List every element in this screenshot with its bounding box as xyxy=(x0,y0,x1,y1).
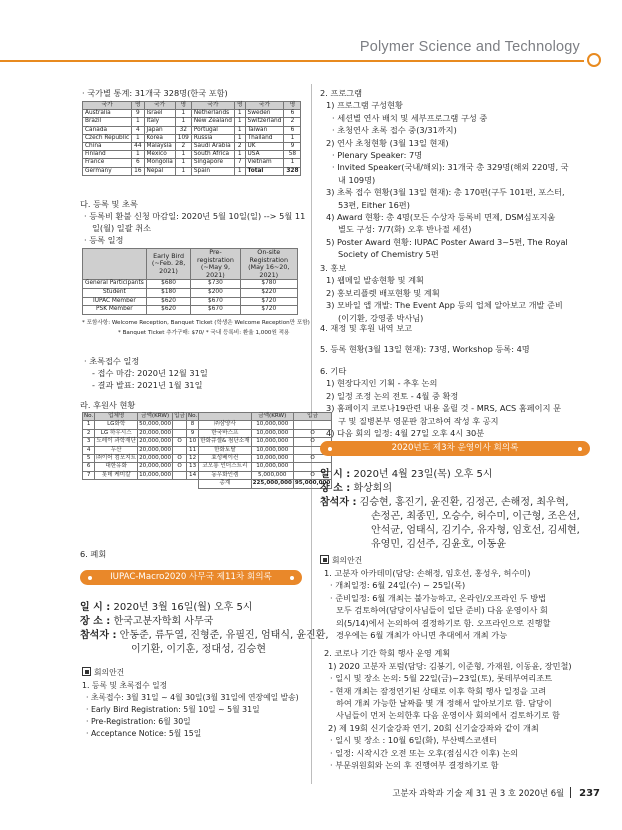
right-attendees-2: 손정곤, 최종민, 오승수, 허수미, 이근형, 조은선, xyxy=(371,511,580,522)
reg-cell: IUPAC Member xyxy=(83,297,147,306)
stats-cell: 58 xyxy=(284,151,301,159)
stats-cell: Israel xyxy=(144,110,175,118)
stats-row xyxy=(83,118,301,126)
abstract-schedule-title: · 초록접수 일정 xyxy=(84,356,140,366)
country-stats-title: · 국가별 통계: 31개국 328명(한국 포함) xyxy=(82,88,228,98)
text-line: · 초청연사 초록 접수 중(3/31까지) xyxy=(332,125,457,136)
stats-cell: Netherlands xyxy=(191,110,234,118)
sponsor-total-a: 225,000,000 xyxy=(252,480,292,487)
program-section xyxy=(320,87,616,261)
sponsor-cell: 3 xyxy=(83,438,95,446)
footer-journal-info: 고분자 과학과 기술 제 31 권 3 호 2020년 6월 xyxy=(392,788,565,798)
sponsor-row xyxy=(83,421,332,429)
sponsor-header-cell: 입금 xyxy=(174,413,185,419)
stats-row xyxy=(83,143,301,151)
text-line: 하여 개최 가능한 날짜를 몇 개 정해서 알아보기로 함. 담당이 xyxy=(336,698,552,709)
text-line: 의(5/14)에서 논의하여 결정하기로 함. 오프라인으로 진행할 xyxy=(336,617,551,628)
stats-cell: Vietnam xyxy=(245,159,284,167)
sponsor-cell xyxy=(173,421,187,429)
stats-header-cell: 명 xyxy=(175,102,191,110)
sponsor-cell: ㈜삼양사 xyxy=(199,421,251,429)
sponsor-cell: 2 xyxy=(83,429,95,437)
text-line: (이기환, 강영종 박사님) xyxy=(338,312,424,323)
stats-cell: Australia xyxy=(83,110,132,118)
sponsor-table xyxy=(82,412,332,489)
text-line: 1) 현장다지인 기획 - 추후 논의 xyxy=(326,378,438,389)
sponsor-cell: O xyxy=(173,463,187,471)
abstract-deadline: - 접수 마감: 2020년 12월 31일 xyxy=(92,368,208,378)
stats-cell: 1 xyxy=(175,110,191,118)
stats-cell: 16 xyxy=(132,167,144,175)
sponsor-total-label: 총계 xyxy=(199,480,251,488)
sponsor-cell: 14 xyxy=(186,471,198,479)
sponsor-cell: 롯데 케미칼 xyxy=(95,471,138,479)
sponsor-cell: 12 xyxy=(186,455,198,463)
stats-header-cell: 국가 xyxy=(245,102,284,110)
stats-cell: Korea xyxy=(144,134,175,142)
stats-cell: 1 xyxy=(132,134,144,142)
stats-cell: 44 xyxy=(132,143,144,151)
right-attendees-1: 김승현, 홍진기, 윤진환, 김정곤, 손해정, 최우혁, xyxy=(359,497,569,508)
right-attendees-3: 안석균, 엄태식, 김기수, 유자형, 임호선, 김세현, xyxy=(371,525,580,536)
stats-cell: Singapore xyxy=(191,159,234,167)
banner-dot xyxy=(328,447,332,451)
text-line: 2) 제 19회 신기술강좌 연기, 20회 신기술강좌와 같이 개최 xyxy=(328,722,539,733)
left-banner-label: IUPAC-Macro2020 사무국 제11차 회의록 xyxy=(110,572,272,582)
reg-cell: $180 xyxy=(146,288,191,297)
sponsor-cell: 7 xyxy=(83,471,95,479)
sponsor-cell: 한화큐셀& 첨단소재 xyxy=(200,438,250,445)
stats-cell: 328 xyxy=(284,167,301,175)
sponsor-cell: 6 xyxy=(83,463,95,471)
sponsor-cell: 8 xyxy=(186,421,198,429)
finance-line: 4. 재정 및 후원 내역 보고 xyxy=(320,323,413,333)
sponsor-cell: 10,000,000 xyxy=(251,455,293,463)
stats-cell: 1 xyxy=(175,159,191,167)
reg-row xyxy=(83,288,298,297)
reg-line-3: · 등록 일정 xyxy=(84,235,124,245)
reg-cell: $730 xyxy=(191,280,240,289)
right-banner-label: 2020년도 제3차 운영이사 회의록 xyxy=(391,443,519,453)
stats-row xyxy=(83,110,301,118)
stats-header-cell: 명 xyxy=(132,102,144,110)
text-line: 3) 홈페이지 코로나19관련 내용 올릴 것 - MRS, ACS 홈페이지 문 xyxy=(326,403,561,414)
stats-cell: Brazil xyxy=(83,118,132,126)
text-line: 경우에는 6월 개최가 아니면 추대에서 개최 가능 xyxy=(336,630,508,641)
stats-cell: 6 xyxy=(132,159,144,167)
stats-cell: USA xyxy=(245,151,284,159)
stats-cell: Sweden xyxy=(245,110,284,118)
stats-cell: France xyxy=(83,159,132,167)
stats-cell: Portugal xyxy=(191,126,234,134)
journal-title: Polymer Science and Technology xyxy=(359,39,580,55)
stats-cell: 9 xyxy=(132,110,144,118)
left-agenda-3: · Early Bird Registration: 5월 10일 ~ 5월 31일 xyxy=(86,705,260,714)
stats-cell: Czech Republic xyxy=(83,134,132,142)
stats-cell: Germany xyxy=(83,167,132,175)
text-line: 1) 웹메일 발송현황 및 계획 xyxy=(326,275,424,286)
closing-heading: 6. 폐회 xyxy=(80,549,107,559)
sponsor-header-cell: 금액(KRW) xyxy=(138,413,173,421)
sponsor-cell: 10,000,000 xyxy=(139,471,172,478)
sponsor-cell: 10,000,000 xyxy=(251,463,293,471)
reg-header-cell: Pre-registration (~May 9, 2021) xyxy=(191,249,240,280)
sponsor-row xyxy=(83,446,332,454)
sponsor-cell: 20,000,000 xyxy=(139,455,172,462)
right-date: 2020년 4월 23일(목) 오후 5시 xyxy=(353,469,493,480)
sponsor-cell: 5 xyxy=(83,455,95,463)
reg-cell: $620 xyxy=(146,297,191,306)
sponsor-cell: 코오롱 인더스트리 xyxy=(199,463,251,471)
text-line: 구 및 질병본부 영문판 참고하여 작성 후 공지 xyxy=(338,415,499,426)
text-line: 3) 모바일 앱 개발: The Event App 등의 업체 알아보고 개발 준비 xyxy=(326,300,563,311)
stats-cell: 1 xyxy=(234,126,245,134)
text-line: 6. 기타 xyxy=(320,366,347,376)
stats-row xyxy=(83,151,301,159)
left-attendees-1: 안동준, 류두열, 진형준, 유필진, 엄태식, 윤진환, xyxy=(119,630,329,641)
sponsor-header-row xyxy=(83,413,332,421)
text-line: · Plenary Speaker: 7명 xyxy=(332,150,423,161)
right-date-label: 일 시 : xyxy=(320,469,351,480)
left-agenda-5: · Acceptance Notice: 5월 15일 xyxy=(86,729,202,738)
sponsor-cell: LG화학 xyxy=(95,421,138,429)
reg-header-row xyxy=(83,249,298,280)
left-attendees-label: 참석자 : xyxy=(80,630,117,641)
sponsor-total-row xyxy=(83,480,332,488)
stats-cell: 1 xyxy=(132,118,144,126)
reg-cell: $670 xyxy=(191,306,240,315)
page-number: 237 xyxy=(579,788,600,799)
sponsor-cell: 동우화인켐 xyxy=(199,471,251,479)
sponsor-cell: O xyxy=(293,455,331,463)
text-line: 2) 홍보리플렛 배포현황 및 계획 xyxy=(326,287,440,298)
stats-cell: 1 xyxy=(132,151,144,159)
text-line: 별도 구성: 7/7(화) 오후 반나절 세션) xyxy=(338,224,472,235)
sponsor-cell: 13 xyxy=(186,463,198,471)
sponsor-cell: 20,000,000 xyxy=(139,438,172,445)
stats-cell: 1 xyxy=(284,159,301,167)
reg-cell: $680 xyxy=(146,280,191,289)
sponsor-header-cell: 입금 xyxy=(293,413,331,421)
text-line: · 준비일정: 6월 개최는 불가능하고, 온라인/오프라인 두 방법 xyxy=(330,592,547,603)
text-line: 2. 코로나 기간 학회 행사 운영 계획 xyxy=(324,648,451,659)
stats-cell: Canada xyxy=(83,126,132,134)
text-line: · 일시 및 장소 논의: 5월 22일(금)~23일(토), 롯데부여리조트 xyxy=(330,673,553,684)
sponsor-cell: O xyxy=(293,438,331,446)
text-line: 사님들이 먼저 논의한후 다음 운영이사 회의에서 검토하기로 함 xyxy=(336,710,560,721)
banner-dot xyxy=(88,576,92,580)
sponsor-header-cell xyxy=(199,413,251,421)
text-line: 5) Poster Award 현황: IUPAC Poster Award 3~5편, The Royal xyxy=(326,236,568,247)
right-agenda-list xyxy=(324,567,616,772)
text-line: 4) 다음 회의 일정: 4월 27일 오후 4시 30분 xyxy=(326,428,485,439)
stats-cell: 4 xyxy=(132,126,144,134)
header-ring-ornament xyxy=(587,53,601,67)
stats-cell: New Zealand xyxy=(191,118,234,126)
registration-heading: 다. 등록 및 초록 xyxy=(80,199,138,209)
stats-cell: 1 xyxy=(234,134,245,142)
text-line: 1) 2020 고분자 포럼(담당: 김봉기, 이준형, 가재원, 이동윤, 장민철) xyxy=(328,660,572,671)
sponsor-cell: 9 xyxy=(186,429,198,437)
stats-cell: Mongolia xyxy=(144,159,175,167)
stats-cell: 2 xyxy=(175,143,191,151)
text-line: · 일정: 시작시간 오전 또는 오후(점심시간 이후) 논의 xyxy=(330,747,519,758)
sponsor-cell xyxy=(173,429,187,437)
stats-cell: 1 xyxy=(175,151,191,159)
stats-cell: 1 xyxy=(234,167,245,175)
sponsor-cell: 대한유화 xyxy=(95,463,138,471)
stats-cell: Switzerland xyxy=(245,118,284,126)
text-line: 3. 홍보 xyxy=(320,263,347,273)
stats-header-cell: 명 xyxy=(284,102,301,110)
reg-cell: $200 xyxy=(191,288,240,297)
text-line: 4) Award 현황: 총 4명(모든 수상자 등록비 면제, DSM심포지움 xyxy=(326,212,556,223)
sponsor-heading: 라. 후원사 현황 xyxy=(80,400,136,410)
text-line: 모두 검토하여(담당이사님들이 일단 준비) 다음 운영이사 회 xyxy=(336,605,548,616)
sponsor-header-cell: 금액(KRW) xyxy=(251,413,293,421)
checkbox-icon xyxy=(82,667,91,676)
reg-cell: $720 xyxy=(240,297,297,306)
left-place-label: 장 소 : xyxy=(80,616,111,627)
right-meeting-banner xyxy=(320,441,590,456)
reg-note-2: * Banquet Ticket 추가구매: $70/ * 국내 등록비: 환율 1,000원 적용 xyxy=(118,330,290,336)
sponsor-row xyxy=(83,463,332,471)
sponsor-row xyxy=(83,429,332,437)
sponsor-cell: 10 xyxy=(186,438,198,446)
right-place: 화상회의 xyxy=(353,483,393,494)
stats-cell: Nepal xyxy=(144,167,175,175)
sponsor-cell: O xyxy=(293,471,331,479)
sponsor-cell: 50,000,000 xyxy=(139,421,172,428)
text-line: 2. 프로그램 xyxy=(320,88,363,98)
country-stats-table xyxy=(82,101,301,176)
stats-cell: 6 xyxy=(284,110,301,118)
reg-row xyxy=(83,297,298,306)
reg-header-cell: On-site Registration (May 16~20, 2021) xyxy=(240,249,297,280)
text-line: · 세션별 연사 배치 및 세부프로그램 구성 중 xyxy=(332,112,488,123)
stats-header-cell: 명 xyxy=(234,102,245,110)
stats-cell: 32 xyxy=(175,126,191,134)
stats-cell: Taiwan xyxy=(245,126,284,134)
reg-row xyxy=(83,280,298,289)
sponsor-cell: ㈜이어 컴포지트 xyxy=(96,455,137,462)
stats-header-cell: 국가 xyxy=(191,102,234,110)
sponsor-total-spacer xyxy=(83,480,199,488)
stats-cell: 2 xyxy=(284,118,301,126)
sponsor-cell: 10,000,000 xyxy=(251,446,293,454)
sponsor-cell: 두산 xyxy=(95,446,138,454)
reg-line-1: · 등록비 환불 신청 마감일: 2020년 5월 10일(일) --> 5월 11 xyxy=(84,211,306,221)
banner-dot xyxy=(578,447,582,451)
text-line: 3) 초록 접수 현황(3월 13일 현재): 총 170편(구두 101편, 포스터, xyxy=(326,187,565,198)
stats-cell: China xyxy=(83,143,132,151)
sponsor-cell: 1 xyxy=(83,421,95,429)
stats-cell: Thailand xyxy=(245,134,284,142)
stats-header-cell: 국가 xyxy=(83,102,132,110)
sponsor-cell: 20,000,000 xyxy=(139,463,172,470)
reg-cell: $780 xyxy=(240,280,297,289)
stats-cell: 1 xyxy=(234,118,245,126)
stats-cell: 1 xyxy=(175,167,191,175)
left-meeting-banner xyxy=(80,570,302,585)
text-line: · 부문위원회와 논의 후 진행여부 결정하기로 함 xyxy=(330,760,499,771)
left-agenda-2: · 초록접수: 3월 31일 ~ 4월 30일(3월 31일에 연장예일 발송) xyxy=(86,693,299,702)
right-attendees-4: 유영민, 김선주, 김윤호, 이동윤 xyxy=(371,539,506,550)
sponsor-cell: 5,000,000 xyxy=(251,471,293,479)
sponsor-cell xyxy=(173,446,187,454)
reg-cell: $220 xyxy=(240,288,297,297)
text-line: 2) 연사 초청현황 (3월 13일 현재) xyxy=(326,137,449,148)
sponsor-cell: 10,000,000 xyxy=(251,438,293,446)
text-line: - 현재 개최는 잠정연기된 상태로 이후 학회 행사 일정을 고려 xyxy=(330,685,547,696)
reg-note-1: * 포함사항: Welcome Reception, Banquet Ticket (학생은 Welcome Reception만 포함) xyxy=(82,320,310,326)
text-line: 내 109명) xyxy=(338,174,376,185)
reg-cell: $720 xyxy=(240,306,297,315)
sponsor-total-b: 95,000,000 xyxy=(294,480,331,487)
stats-cell: South Africa xyxy=(191,151,234,159)
reg-cell: $620 xyxy=(146,306,191,315)
stats-cell: 1 xyxy=(234,151,245,159)
stats-row xyxy=(83,167,301,175)
stats-cell: 9 xyxy=(284,143,301,151)
text-line: 2) 일정 조정 논의 전토 - 4월 중 확정 xyxy=(326,390,459,401)
registration-fee-table xyxy=(82,248,298,315)
sponsor-cell: 도레이 과학재단 xyxy=(96,438,136,445)
left-agenda-4: · Pre-Registration: 6월 30일 xyxy=(86,717,191,726)
sponsor-row xyxy=(83,438,332,446)
text-line: · 개최일정: 6월 24일(수) ~ 25일(목) xyxy=(330,580,466,591)
right-attendees-label: 참석자 : xyxy=(320,497,357,508)
stats-cell: Mexico xyxy=(144,151,175,159)
sponsor-cell: LG 하우시스 xyxy=(95,429,138,437)
checkbox-icon xyxy=(320,555,329,564)
text-line: 1. 고분자 아카데미(담당: 손해정, 임호선, 홍성우, 허수미) xyxy=(324,568,531,578)
stats-cell: UK xyxy=(245,143,284,151)
reg-cell: $670 xyxy=(191,297,240,306)
stats-cell: 7 xyxy=(234,159,245,167)
sponsor-cell: O xyxy=(293,429,331,437)
stats-header-cell: 국가 xyxy=(144,102,175,110)
footer-separator xyxy=(570,787,571,798)
sponsor-cell: 한국바스프 xyxy=(199,429,251,437)
sponsor-cell: 4 xyxy=(83,446,95,454)
stats-cell: 6 xyxy=(284,126,301,134)
banner-dot xyxy=(290,576,294,580)
promo-section xyxy=(320,262,616,324)
sponsor-cell: 11 xyxy=(186,446,198,454)
sponsor-cell: O xyxy=(173,438,187,446)
stats-row xyxy=(83,159,301,167)
sponsor-cell xyxy=(173,471,187,479)
sponsor-cell: O xyxy=(173,455,187,463)
abstract-result: - 결과 발표: 2021년 1월 31일 xyxy=(92,380,203,390)
stats-cell: 1 xyxy=(175,118,191,126)
text-line: 53편, Either 16편) xyxy=(338,199,410,210)
left-date-label: 일 시 : xyxy=(80,602,111,613)
stats-cell: Saudi Arabia xyxy=(191,143,234,151)
stats-cell: 1 xyxy=(284,134,301,142)
header-rule xyxy=(0,60,584,62)
left-date: 2020년 3월 16일(월) 오후 5시 xyxy=(113,602,253,613)
reg-header-cell: Early Bird (~Feb. 28, 2021) xyxy=(146,249,191,280)
sponsor-header-cell: No. xyxy=(187,413,198,419)
reg-cell: PSK Member xyxy=(83,306,147,315)
etc-section xyxy=(320,365,616,439)
text-line: · Invited Speaker(국내/해외): 31개국 총 329명(해외 220명, 국 xyxy=(332,162,569,173)
text-line: Society of Chemistry 5편 xyxy=(338,249,439,260)
left-attendees-2: 이기환, 이기훈, 정대성, 김승현 xyxy=(131,644,266,655)
page-footer xyxy=(392,787,600,799)
left-agenda-1: 1. 등록 및 초록접수 일정 xyxy=(82,681,168,690)
stats-cell: Japan xyxy=(144,126,175,134)
sponsor-cell: 10,000,000 xyxy=(251,421,293,429)
right-place-label: 장 소 : xyxy=(320,483,351,494)
left-agenda-label: 회의안건 xyxy=(94,668,125,677)
stats-cell: Total xyxy=(245,167,284,175)
text-line: · 일시 및 장소 : 10월 6일(화), 부산벡스코센터 xyxy=(330,735,497,746)
stats-header-row xyxy=(83,102,301,110)
stats-cell: 1 xyxy=(234,110,245,118)
registration-status-line: 5. 등록 현황(3월 13일 현재): 73명, Workshop 등록: 4명 xyxy=(320,344,530,354)
reg-cell: Student xyxy=(83,288,147,297)
sponsor-header-cell: No. xyxy=(84,413,94,419)
sponsor-cell: 한화토탈 xyxy=(199,446,251,454)
reg-line-2: 일(월) 일괄 취소 xyxy=(92,223,152,233)
stats-cell: Russia xyxy=(191,134,234,142)
right-agenda-label: 회의안건 xyxy=(332,556,363,565)
stats-cell: Finland xyxy=(83,151,132,159)
reg-cell: General Participants xyxy=(83,280,147,289)
text-line: 1) 프로그램 구성현황 xyxy=(326,100,403,111)
sponsor-cell: 20,000,000 xyxy=(139,446,172,453)
sponsor-row xyxy=(83,455,332,463)
left-place: 한국고분자학회 사무국 xyxy=(113,616,214,627)
stats-cell: Spain xyxy=(191,167,234,175)
reg-row xyxy=(83,306,298,315)
stats-row xyxy=(83,134,301,142)
reg-header-cell xyxy=(83,249,147,280)
sponsor-cell: 효성베이컨 xyxy=(199,455,251,463)
sponsor-row xyxy=(83,471,332,479)
stats-cell: Italy xyxy=(144,118,175,126)
sponsor-cell: 10,000,000 xyxy=(251,429,293,437)
stats-cell: 109 xyxy=(175,134,191,142)
stats-row xyxy=(83,126,301,134)
stats-cell: Malaysia xyxy=(144,143,175,151)
stats-cell: 2 xyxy=(234,143,245,151)
sponsor-header-cell: 업체명 xyxy=(95,413,138,421)
sponsor-cell: 20,000,000 xyxy=(139,429,172,436)
